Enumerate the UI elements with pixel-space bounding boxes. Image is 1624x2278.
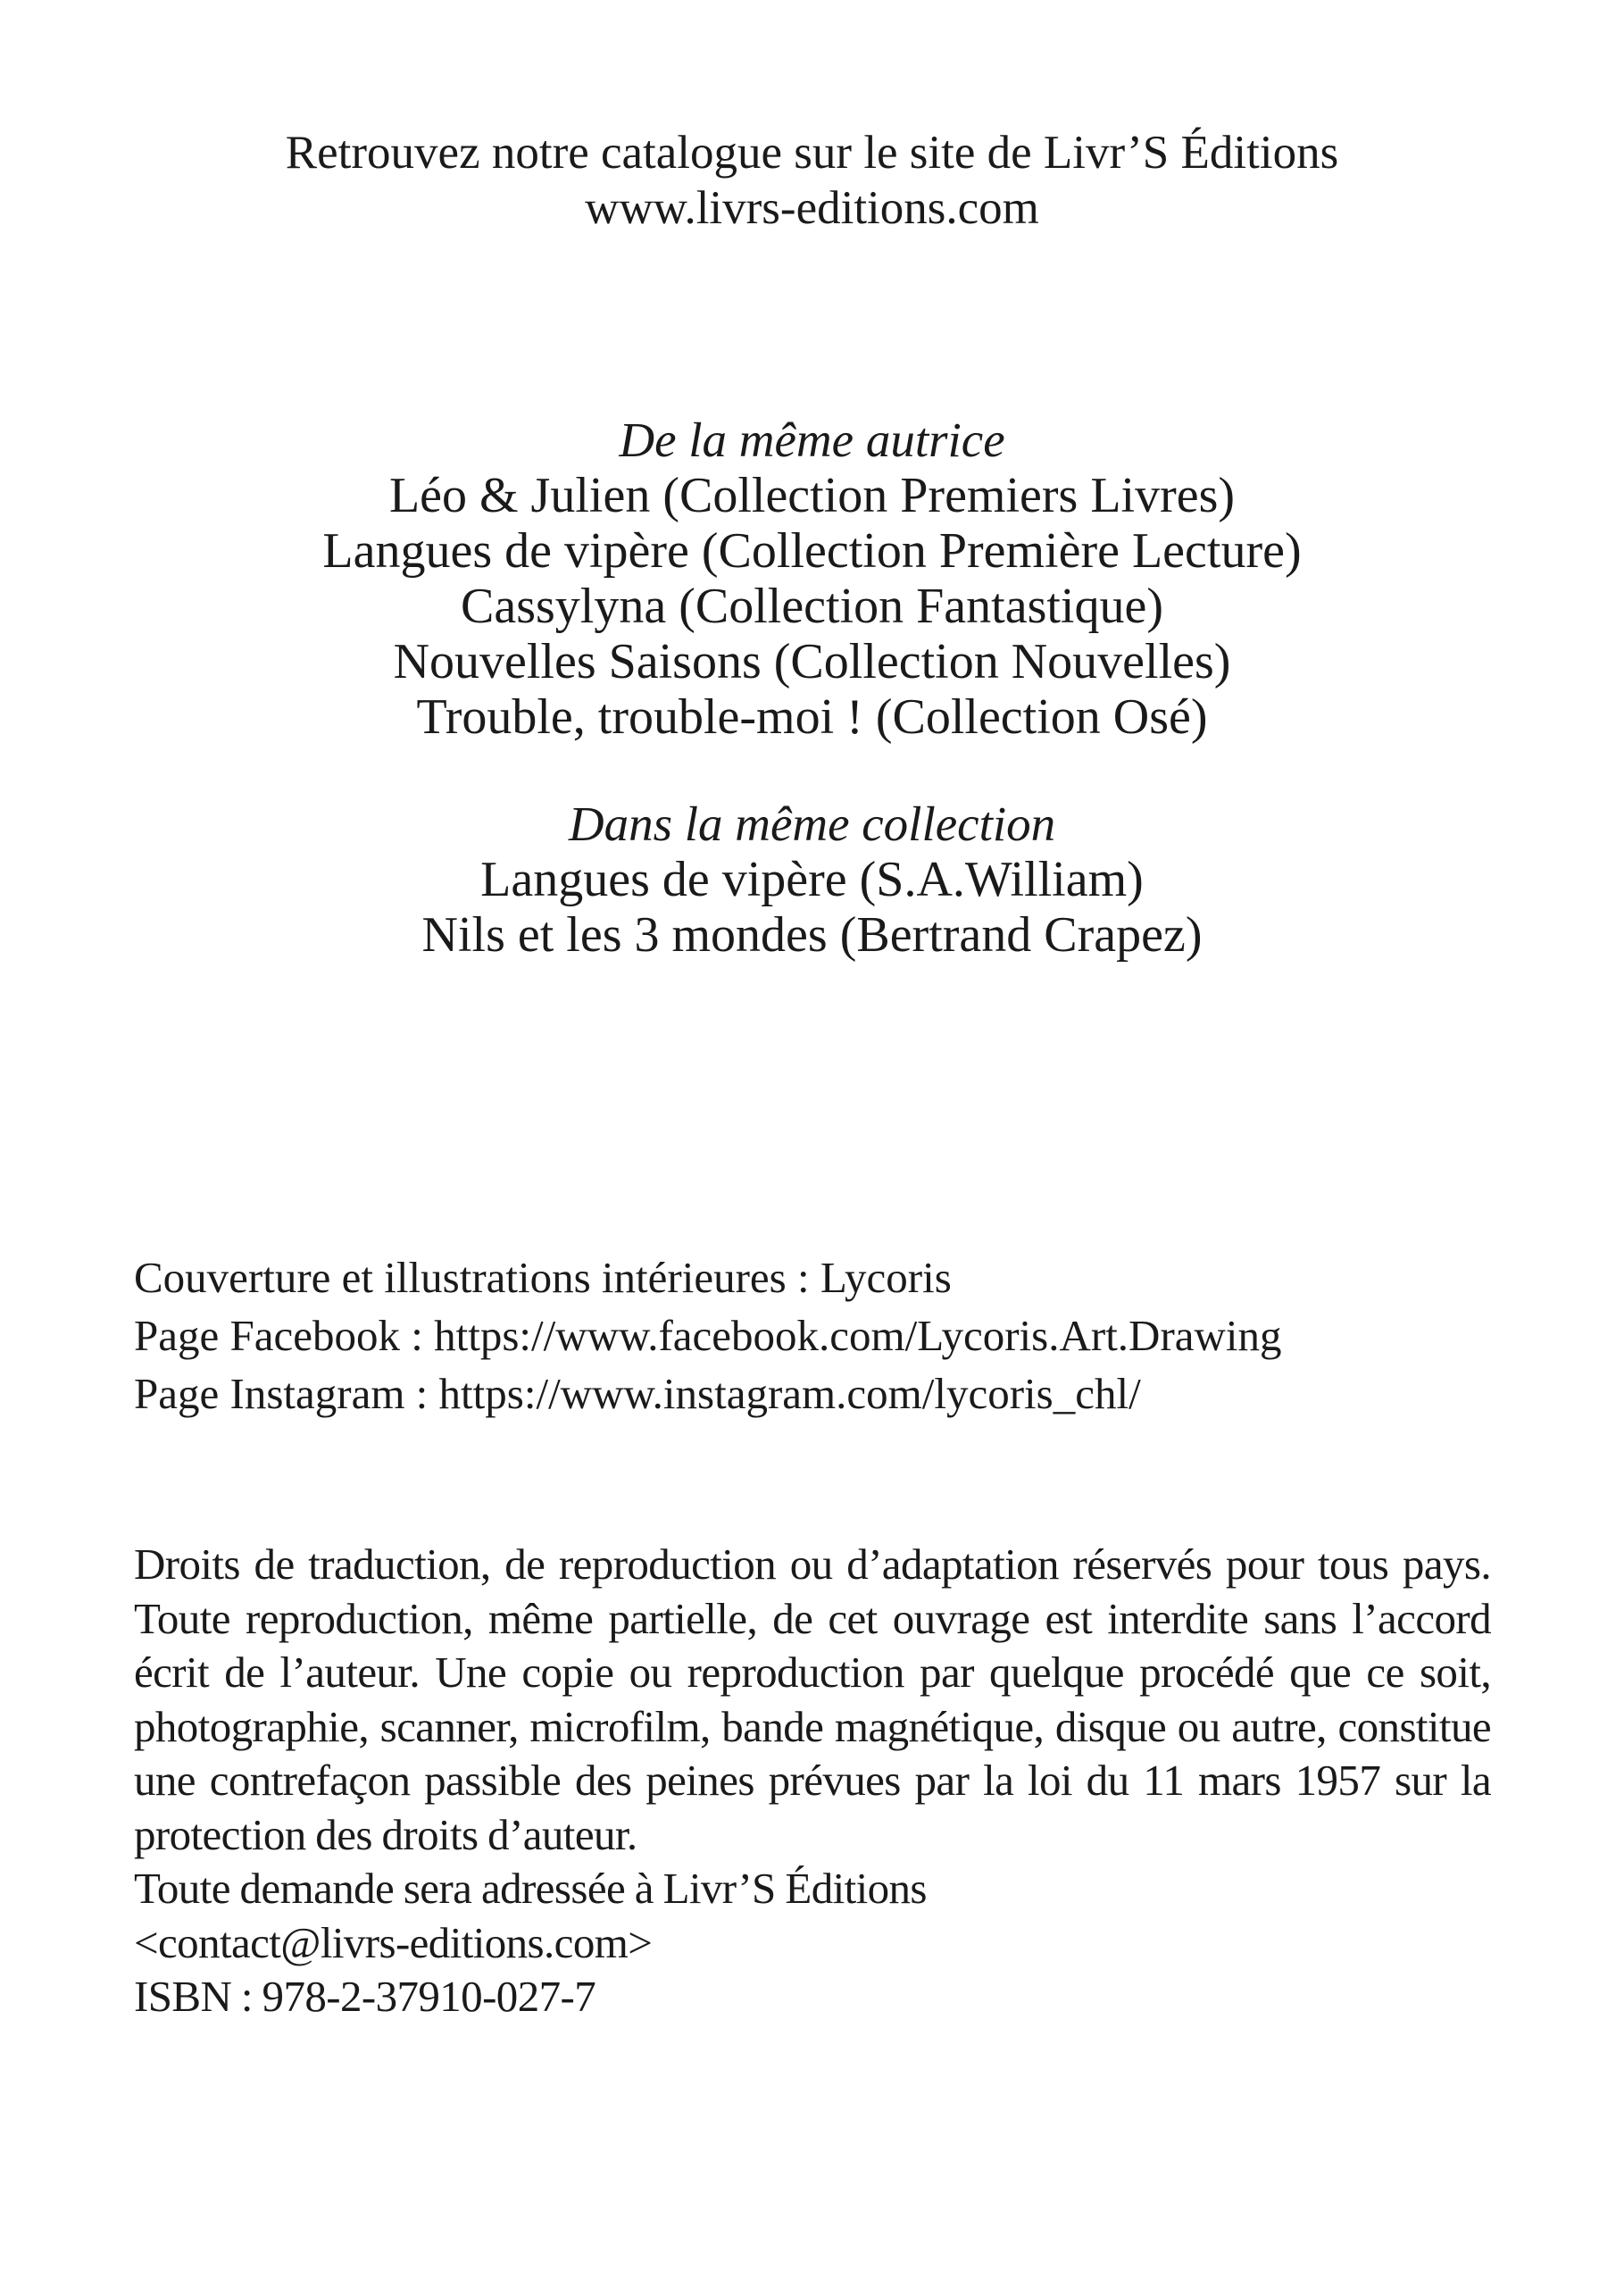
instagram-credit: Page Instagram : https://www.instagram.com/lycoris_chl/ (134, 1369, 1141, 1418)
catalogue-notice (0, 125, 1624, 236)
request-line: Toute demande sera adressée à Livr’S Éditions (134, 1864, 927, 1913)
facebook-credit: Page Facebook : https://www.facebook.com/Lycoris.Art.Drawing (134, 1311, 1282, 1360)
list-item: Nouvelles Saisons (Collection Nouvelles) (393, 634, 1231, 689)
copyright-notice (134, 1538, 1491, 2024)
list-item: Nils et les 3 mondes (Bertrand Crapez) (421, 907, 1203, 963)
same-author-heading: De la même autrice (619, 413, 1005, 467)
list-item: Trouble, trouble-moi ! (Collection Osé) (416, 689, 1208, 745)
same-collection-list (0, 797, 1624, 963)
contact-email: <contact@livrs-editions.com> (134, 1917, 653, 1967)
same-collection-heading: Dans la même collection (568, 797, 1056, 851)
isbn: ISBN : 978-2-37910-027-7 (134, 1972, 596, 2021)
cover-credit: Couverture et illustrations intérieures : Lycoris (134, 1253, 952, 1302)
illustration-credits (134, 1248, 1518, 1423)
website-url: www.livrs-editions.com (585, 182, 1039, 234)
same-author-list (0, 413, 1624, 745)
list-item: Langues de vipère (S.A.William) (480, 852, 1144, 907)
list-item: Langues de vipère (Collection Première Lecture) (322, 523, 1302, 579)
list-item: Léo & Julien (Collection Premiers Livres) (388, 468, 1236, 523)
rights-paragraph: Droits de traduction, de reproduction ou d’adaptation réservés pour tous pays. Toute reproduction, même partielle, de cet ouvrage est interdite sans l’accord écrit de l’auteur. Une copie ou reproduction par quelque procédé que ce soit, photographie, scanner, microfilm, bande magnétique, disque ou autre, constitue une contrefaçon passible des peines prévues par la loi du 11 mars 1957 sur la protection des droits d’auteur. (134, 1540, 1491, 1859)
list-item: Cassylyna (Collection Fantastique) (461, 579, 1163, 634)
catalogue-text: Retrouvez notre catalogue sur le site de Livr’S Éditions (285, 127, 1339, 179)
